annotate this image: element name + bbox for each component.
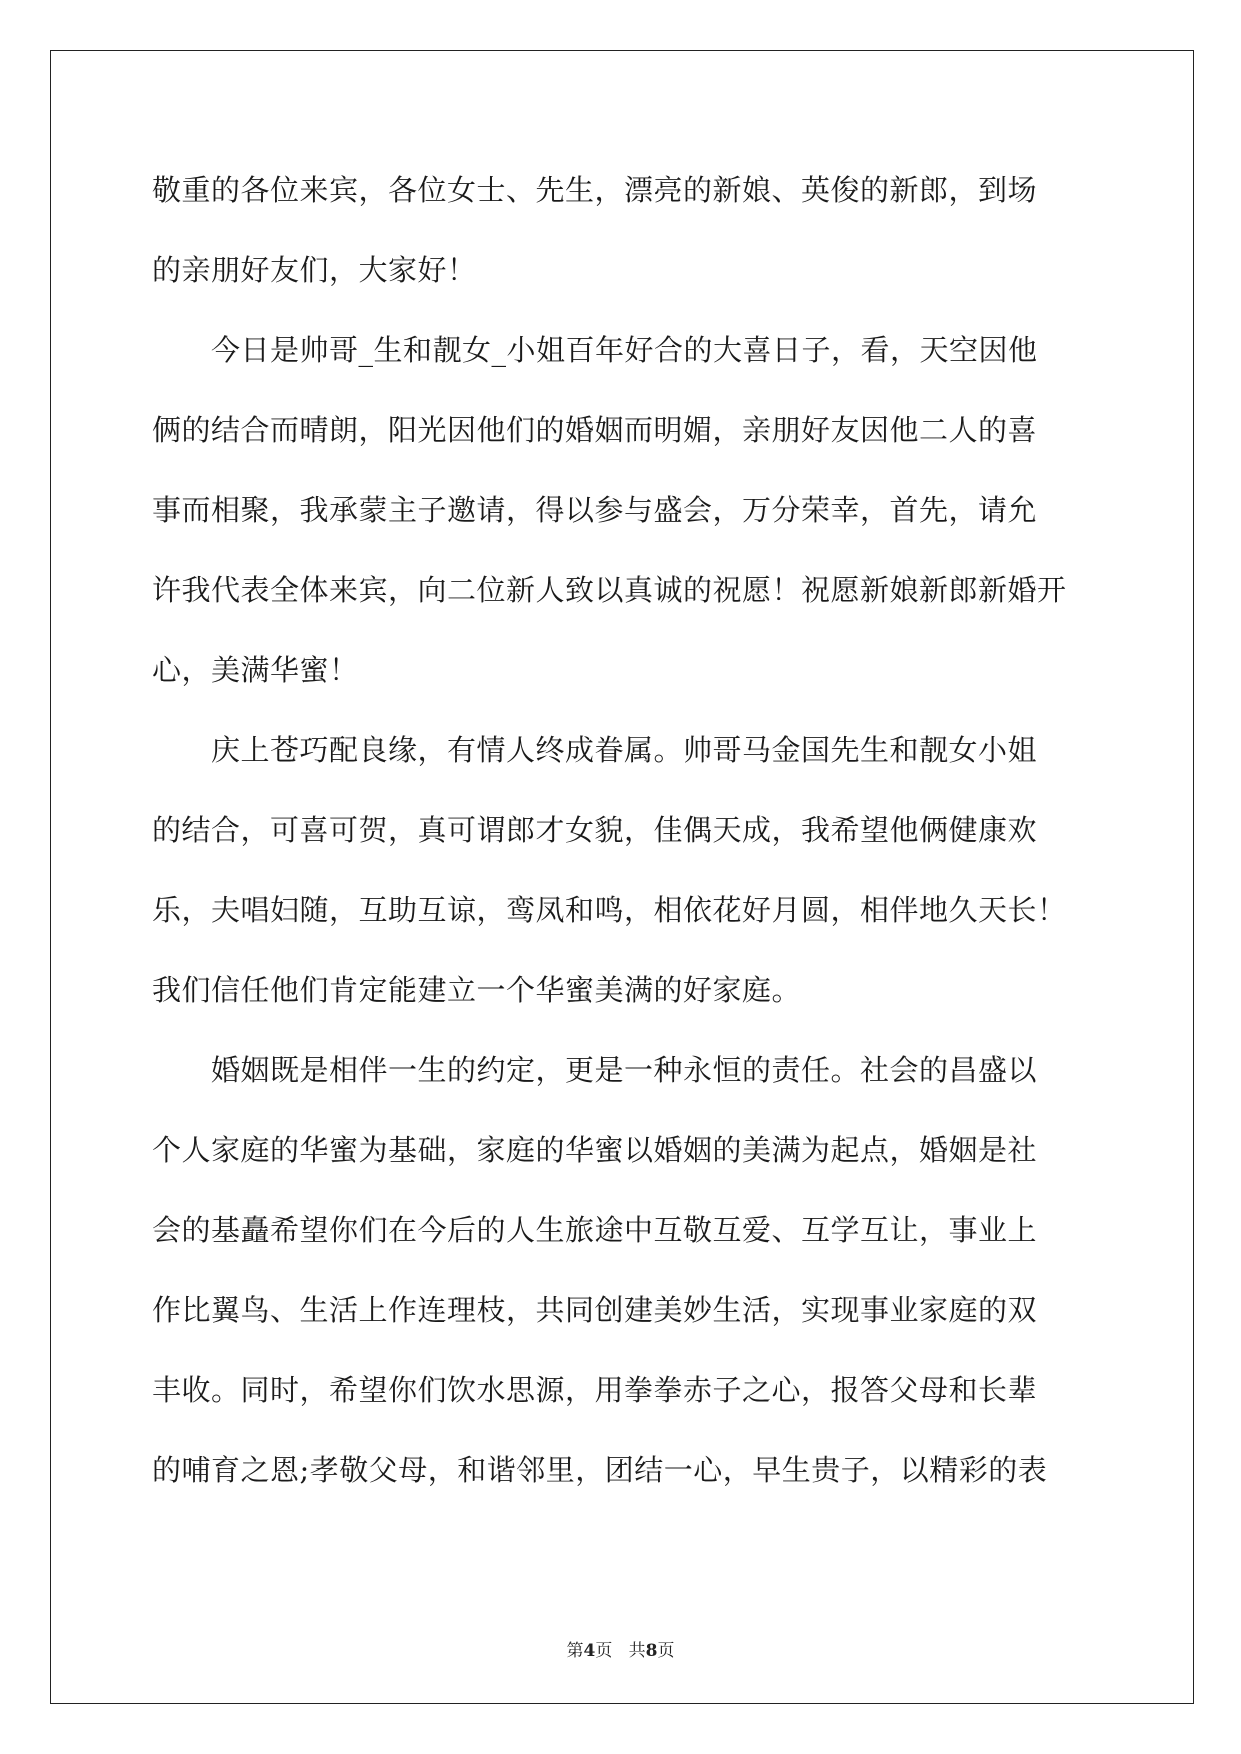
text-line: 我们信任他们肯定能建立一个华蜜美满的好家庭。 — [152, 973, 802, 1007]
text-line: 会的基矗希望你们在今后的人生旅途中互敬互爱、互学互让，事业上 — [152, 1213, 1038, 1247]
text-line: 个人家庭的华蜜为基础，家庭的华蜜以婚姻的美满为起点，婚姻是社 — [152, 1133, 1038, 1167]
text-line: 敬重的各位来宾，各位女士、先生，漂亮的新娘、英俊的新郎，到场 — [152, 173, 1038, 207]
document-body — [152, 150, 1092, 1510]
total-prefix: 共 — [628, 1641, 646, 1661]
page-suffix: 页 — [595, 1641, 613, 1661]
page-footer — [0, 1636, 1241, 1661]
page-number: 4 — [583, 1641, 596, 1661]
text-line: 乐，夫唱妇随，互助互谅，鸾凤和鸣，相依花好月圆，相伴地久天长！ — [152, 893, 1067, 927]
text-line: 心，美满华蜜！ — [152, 653, 359, 687]
total-pages: 8 — [645, 1641, 658, 1661]
text-line: 今日是帅哥_生和靓女_小姐百年好合的大喜日子，看，天空因他 — [152, 333, 1038, 367]
text-line: 的结合，可喜可贺，真可谓郎才女貌，佳偶天成，我希望他俩健康欢 — [152, 813, 1038, 847]
page-prefix: 第 — [566, 1641, 584, 1661]
total-suffix: 页 — [657, 1641, 675, 1661]
text-line: 许我代表全体来宾，向二位新人致以真诚的祝愿！祝愿新娘新郎新婚开 — [152, 573, 1067, 607]
text-line: 事而相聚，我承蒙主子邀请，得以参与盛会，万分荣幸，首先，请允 — [152, 493, 1038, 527]
text-line: 的哺育之恩;孝敬父母，和谐邻里，团结一心，早生贵子，以精彩的表 — [152, 1453, 1048, 1487]
text-line: 俩的结合而晴朗，阳光因他们的婚姻而明媚，亲朋好友因他二人的喜 — [152, 413, 1038, 447]
text-line: 作比翼鸟、生活上作连理枝，共同创建美妙生活，实现事业家庭的双 — [152, 1293, 1038, 1327]
text-line: 丰收。同时，希望你们饮水思源，用拳拳赤子之心，报答父母和长辈 — [152, 1373, 1038, 1407]
text-line: 的亲朋好友们，大家好！ — [152, 253, 477, 287]
text-line: 婚姻既是相伴一生的约定，更是一种永恒的责任。社会的昌盛以 — [152, 1053, 1038, 1087]
text-line: 庆上苍巧配良缘，有情人终成眷属。帅哥马金国先生和靓女小姐 — [152, 733, 1038, 767]
